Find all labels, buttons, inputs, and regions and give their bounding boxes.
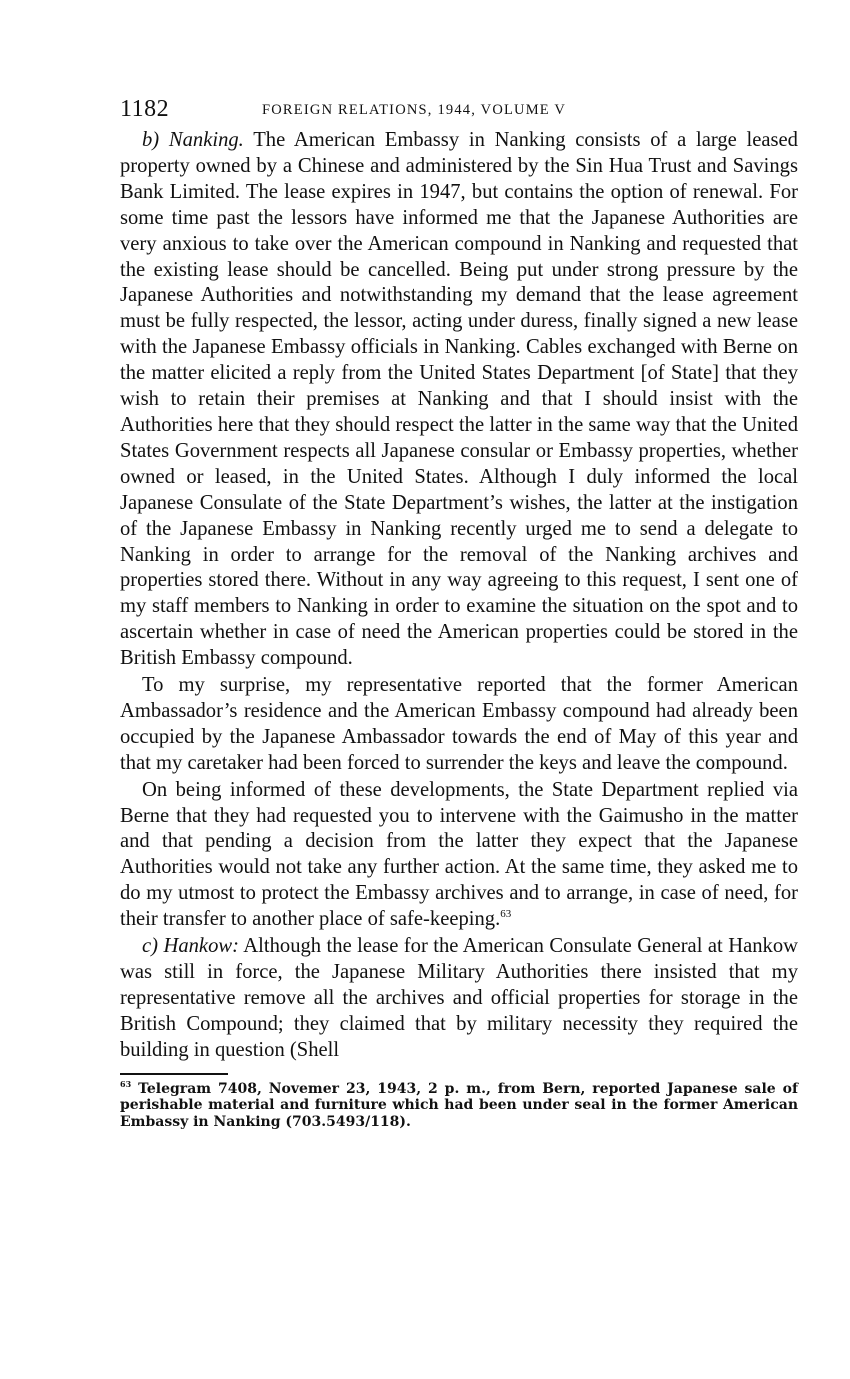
paragraph-surprise [120,673,798,777]
paragraph-surprise-text: To my surprise, my representative reported that the former American Ambassador’s residence and the American Embassy compound had already been occupied by the Japanese Ambassador towards the end of May of this year and that my caretaker had been forced to surrender the keys and leave the compound. [120,674,798,774]
section-label-hankow: c) Hankow: [142,935,239,958]
body-text [120,128,798,1064]
footnote-reference: 63 [500,908,512,921]
running-head: FOREIGN RELATIONS, 1944, VOLUME V [262,102,567,118]
paragraph-state-department-text: On being informed of these developments, the State Department replied via Berne that they had requested you to intervene with the Gaimusho in the matter and that pending a decision from the latter they expect that the Japanese Authorities would not take any further action. At the same time, they asked me to do my utmost to protect the Embassy archives and to arrange, in case of need, for their transfer to another place of safe-keeping. [120,778,798,931]
paragraph-nanking [120,128,798,672]
footnote-text: Telegram 7408, Novemer 23, 1943, 2 p. m., from Bern, reported Japanese sale of perishable material and furniture which had been under seal in the former American Embassy in Nanking (703.5493/118). [120,1080,798,1130]
document-page [120,92,798,1130]
paragraph-hankow-text: Although the lease for the American Consulate General at Hankow was still in force, the Japanese Military Authorities there insisted that my representative remove all the archives and official properties for storage in the British Compound; they claimed that by military necessity they required the building in question (Shell [120,935,798,1061]
paragraph-hankow [120,934,798,1064]
page-number: 1182 [120,96,170,122]
footnote [120,1078,798,1131]
paragraph-nanking-text: The American Embassy in Nanking consists of a large leased property owned by a Chinese and administered by the Sin Hua Trust and Savings Bank Limited. The lease expires in 1947, but contains the option of renewal. For some time past the lessors have informed me that the Japanese Authorities are very anxious to take over the American compound in Nanking and requested that the existing lease should be cancelled. Being put under strong pressure by the Japanese Authorities and notwithstanding my demand that the lease agreement must be fully respected, the lessor, acting under duress, finally signed a new lease with the Japanese Embassy officials in Nanking. Cables exchanged with Berne on the matter elicited a reply from the United States Department [of State] that they wish to retain their premises at Nanking and that I should insist with the Authorities here that they should respect the latter in the same way that the United States Government respects all Japanese consular or Embassy properties, whether owned or leased, in the United States. Although I duly informed the local Japanese Consulate of the State Department’s wishes, the latter at the instigation of the Japanese Embassy in Nanking recently urged me to send a delegate to Nanking in order to arrange for the removal of the Nanking archives and properties stored there. Without in any way agreeing to this request, I sent one of my staff members to Nanking in order to examine the situation on the spot and to ascertain whether in case of need the American properties could be stored in the British Embassy compound. [120,129,798,670]
footnote-divider [120,1073,228,1075]
footnote-marker: 63 [120,1078,132,1089]
paragraph-state-department [120,778,798,933]
page-header [120,92,798,128]
section-label-nanking: b) Nanking. [142,129,244,151]
